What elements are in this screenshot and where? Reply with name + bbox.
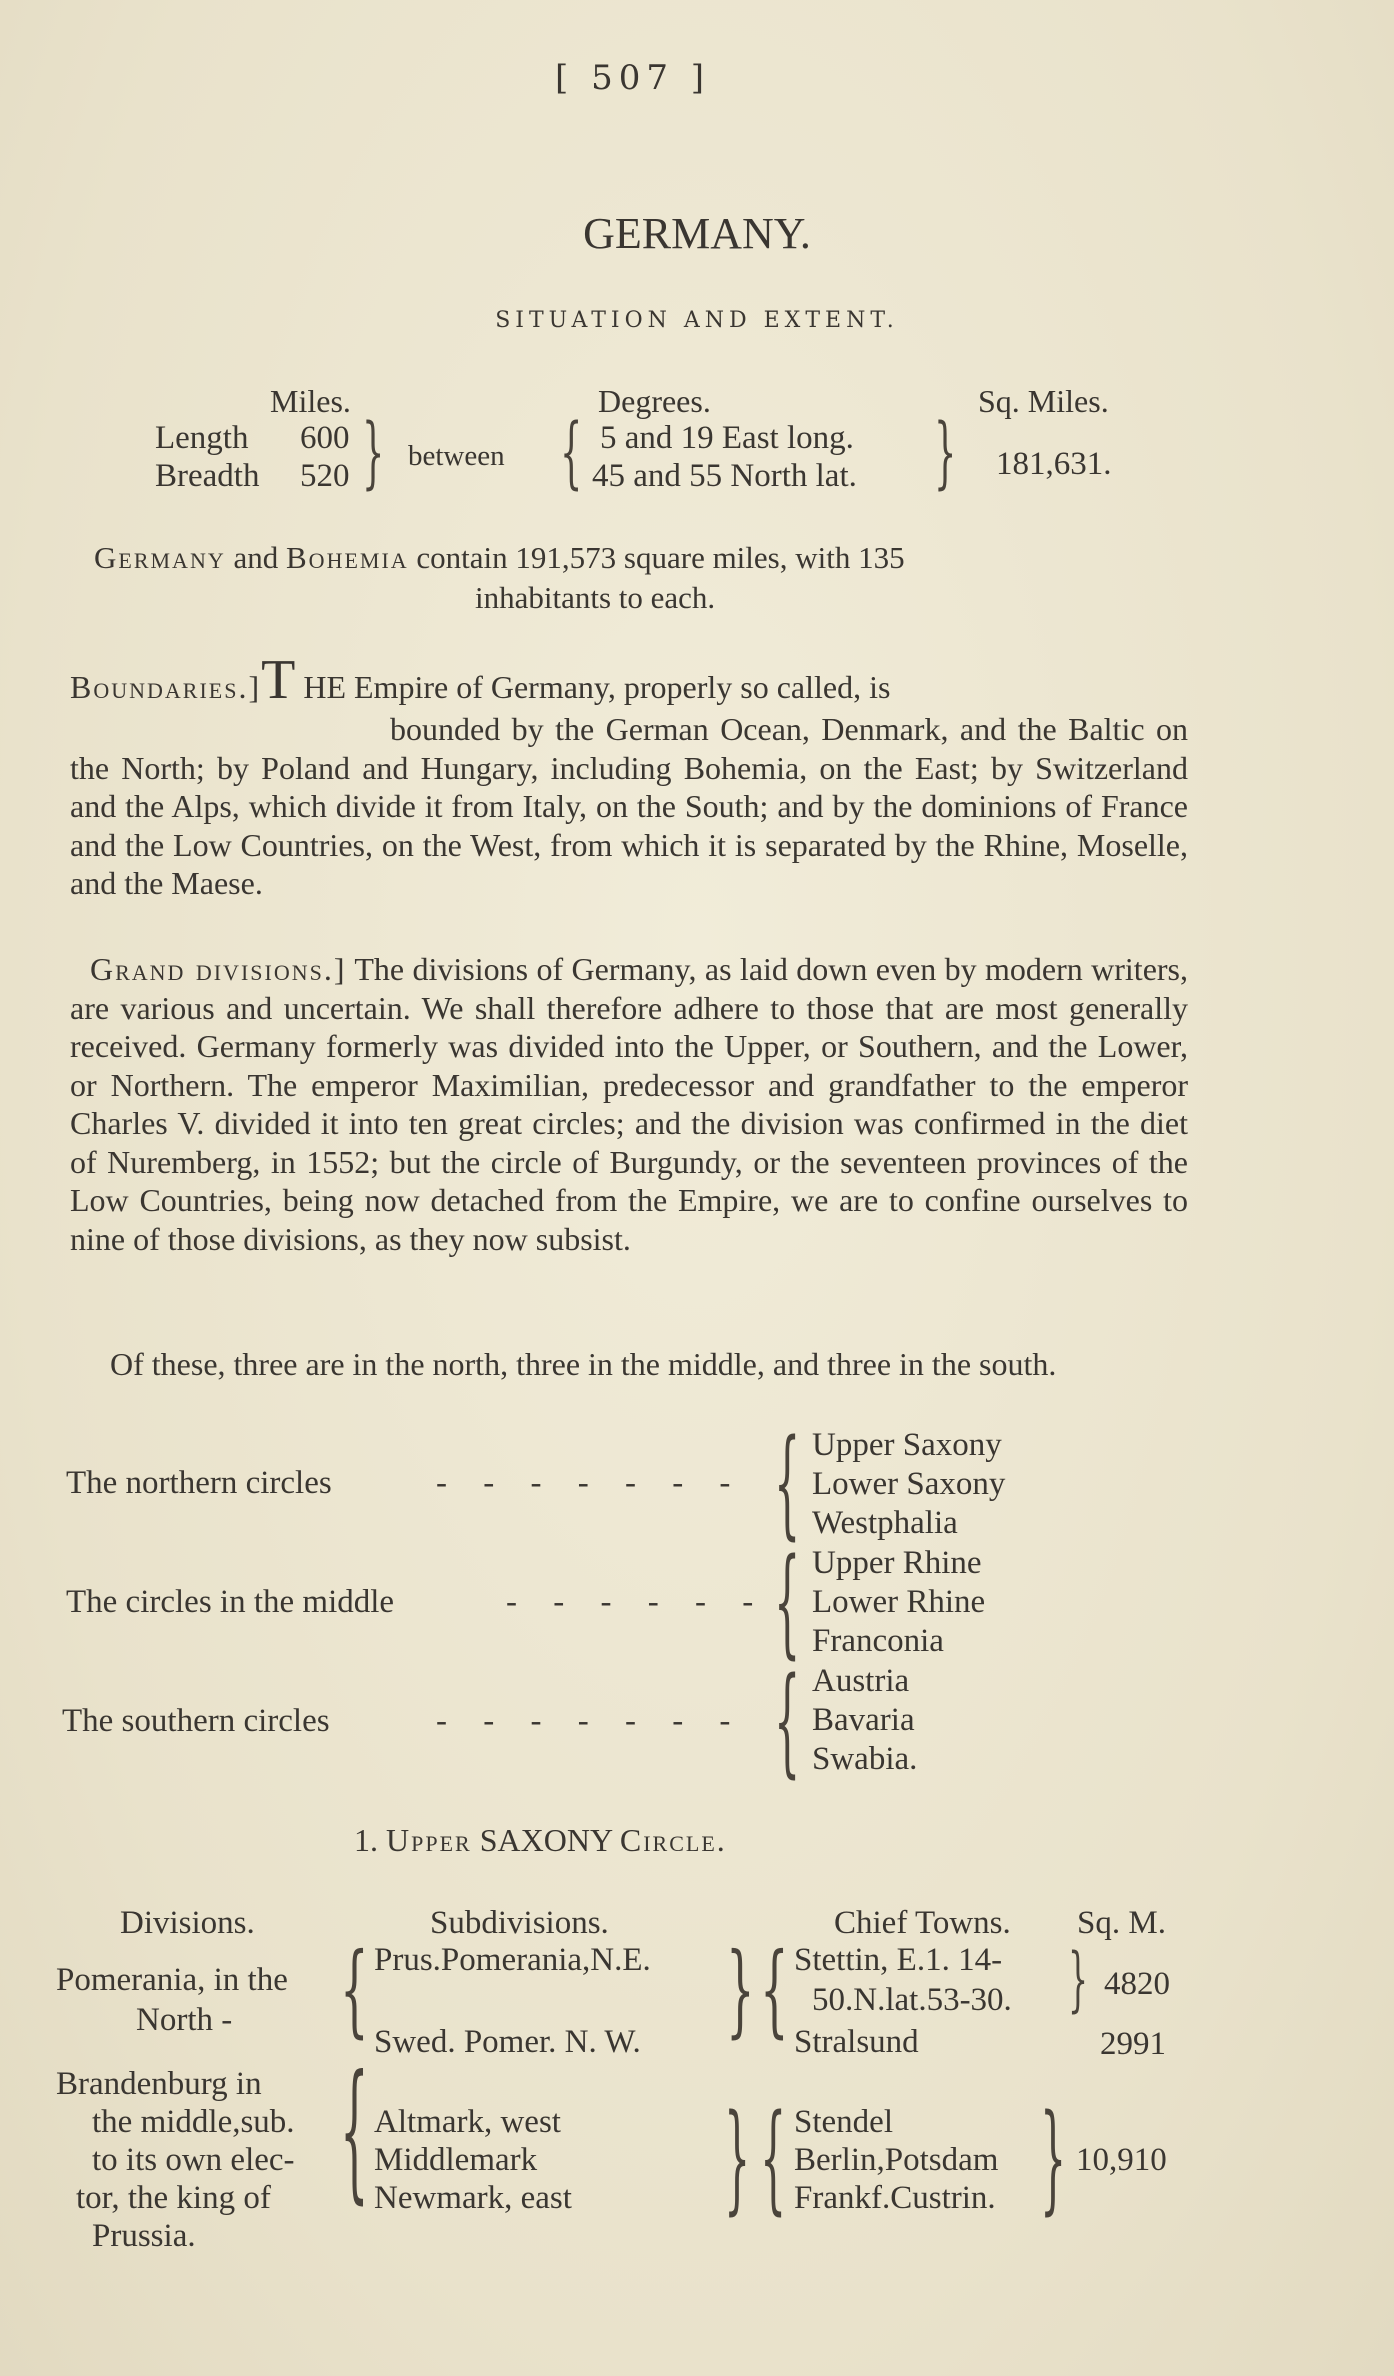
right-brace: }: [934, 408, 957, 498]
circle-item: Lower Rhine: [812, 1584, 986, 1620]
grand-divisions-label: Grand divisions.]: [90, 951, 347, 987]
circle-label-south: The southern circles: [62, 1703, 330, 1739]
breadth-value: 520: [300, 458, 350, 494]
circle-label-middle: The circles in the middle: [66, 1584, 395, 1620]
summary-line-1: [94, 540, 905, 576]
division-brandenburg: to its own elec-: [92, 2142, 295, 2178]
section-word-saxony: SAXONY: [479, 1822, 612, 1858]
circle-item: Lower Saxony: [812, 1466, 1006, 1502]
division-pomerania-2: North -: [136, 2002, 233, 2038]
chief-town: Berlin,Potsdam: [794, 2142, 999, 2178]
section-word-upper: Upper: [386, 1822, 472, 1858]
right-brace: }: [726, 1931, 755, 2048]
left-brace: {: [760, 1931, 789, 2048]
subdivision: Newmark, east: [374, 2180, 572, 2216]
sq-miles-value: 10,910: [1076, 2142, 1167, 2178]
dot-leader: - - - - - -: [506, 1584, 768, 1620]
circle-item: Austria: [812, 1663, 910, 1699]
subdivision: Middlemark: [374, 2142, 538, 2178]
header-sq-miles: Sq. M.: [1077, 1905, 1166, 1941]
grand-divisions-paragraph: [70, 950, 1188, 1258]
chief-town: Stettin, E.1. 14-: [794, 1942, 1003, 1978]
chief-town-coords: 50.N.lat.53-30.: [812, 1982, 1012, 2018]
section-heading: [354, 1822, 727, 1859]
left-brace: {: [760, 2088, 787, 2226]
boundaries-paragraph: [70, 649, 1188, 711]
degrees-header: Degrees.: [598, 383, 711, 419]
summary-bohemia: Bohemia: [286, 540, 409, 575]
summary-rest: contain 191,573 square miles, with 135: [416, 540, 905, 575]
breadth-label: Breadth: [155, 458, 260, 494]
left-brace: {: [774, 1532, 801, 1670]
circle-label-north: The northern circles: [66, 1465, 332, 1501]
chief-town: Stralsund: [794, 2024, 919, 2060]
summary-line-2: inhabitants to each.: [475, 580, 716, 615]
subdivision: Swed. Pomer. N. W.: [374, 2024, 641, 2060]
circle-item: Franconia: [812, 1623, 944, 1659]
grand-divisions-text: The divisions of Germany, as laid down even by modern writers, are various and uncertain. We shall therefore adhere to those that are most generally received. Germany formerly was divided into the Upper, or Southern, and the Lower, or Northern. The emperor Maximilian, predecessor and grandfather to the emperor Charles V. divided it into ten great circles; and the division was confirmed in the diet of Nuremberg, in 1552; but the circle of Burgundy, or the seventeen provinces of the Low Countries, being now detached from the Empire, we are to confine ourselves to nine of those divisions, as they now subsist.: [70, 951, 1189, 1257]
dot-leader: - - - - - - -: [436, 1703, 745, 1739]
sq-miles-value: 2991: [1100, 2026, 1166, 2062]
section-word-circle: Circle.: [619, 1822, 727, 1858]
between-label: between: [408, 440, 505, 472]
chief-town: Stendel: [794, 2104, 893, 2140]
sqmiles-header: Sq. Miles.: [978, 383, 1109, 419]
division-pomerania-1: Pomerania, in the: [56, 1962, 288, 1998]
circle-item: Swabia.: [812, 1741, 918, 1777]
length-value: 600: [300, 420, 350, 456]
division-brandenburg: the middle,sub.: [92, 2104, 295, 2140]
right-brace: }: [1068, 1938, 1089, 2020]
of-these-paragraph: Of these, three are in the north, three in the middle, and three in the south.: [110, 1346, 1057, 1382]
division-brandenburg: Brandenburg in: [56, 2066, 262, 2102]
header-divisions: Divisions.: [120, 1905, 255, 1941]
right-brace: }: [724, 2088, 751, 2226]
chief-town: Frankf.Custrin.: [794, 2180, 996, 2216]
summary-germany: Germany: [94, 540, 226, 575]
left-brace: {: [774, 1651, 801, 1789]
degrees-row-1: 5 and 19 East long.: [600, 420, 854, 456]
circle-item: Westphalia: [812, 1505, 958, 1541]
subdivision: Prus.Pomerania,N.E.: [374, 1942, 651, 1978]
boundaries-body: bounded by the German Ocean, Denmark, and the Baltic on the North; by Poland and Hungary, including Bohemia, on the East; by Switzerland and the Alps, which divide it from Italy, on the South; and by the dominions of France and the Low Countries, on the West, from which it is separated by the Rhine, Moselle, and the Maese.: [70, 711, 1188, 901]
section-number: 1.: [354, 1822, 378, 1858]
sq-miles-value: 4820: [1104, 1966, 1170, 2002]
left-brace: {: [340, 1931, 369, 2048]
boundaries-label: Boundaries.]: [70, 669, 262, 705]
miles-header: Miles.: [270, 383, 351, 419]
circle-item: Upper Saxony: [812, 1427, 1002, 1463]
left-brace: {: [774, 1413, 801, 1551]
left-brace: {: [560, 408, 583, 498]
boundaries-text-1: HE Empire of Germany, properly so called, is: [303, 669, 891, 705]
division-brandenburg: Prussia.: [92, 2218, 196, 2254]
page-number: [ 507 ]: [555, 58, 711, 98]
section-subtitle: SITUATION AND EXTENT.: [495, 308, 899, 333]
left-brace: {: [340, 2044, 369, 2218]
length-label: Length: [155, 420, 249, 456]
right-brace: }: [362, 408, 385, 498]
drop-cap: T: [261, 649, 296, 711]
division-brandenburg: tor, the king of: [76, 2180, 271, 2216]
page-title: GERMANY.: [583, 209, 811, 258]
degrees-row-2: 45 and 55 North lat.: [592, 458, 857, 494]
header-subdivisions: Subdivisions.: [430, 1905, 609, 1941]
summary-and: and: [233, 540, 279, 575]
right-brace: }: [1040, 2088, 1067, 2226]
circle-item: Bavaria: [812, 1702, 915, 1738]
header-chief-towns: Chief Towns.: [834, 1905, 1011, 1941]
dot-leader: - - - - - - -: [436, 1465, 745, 1501]
circle-item: Upper Rhine: [812, 1545, 982, 1581]
subdivision: Altmark, west: [374, 2104, 561, 2140]
sqmiles-value: 181,631.: [996, 446, 1112, 482]
